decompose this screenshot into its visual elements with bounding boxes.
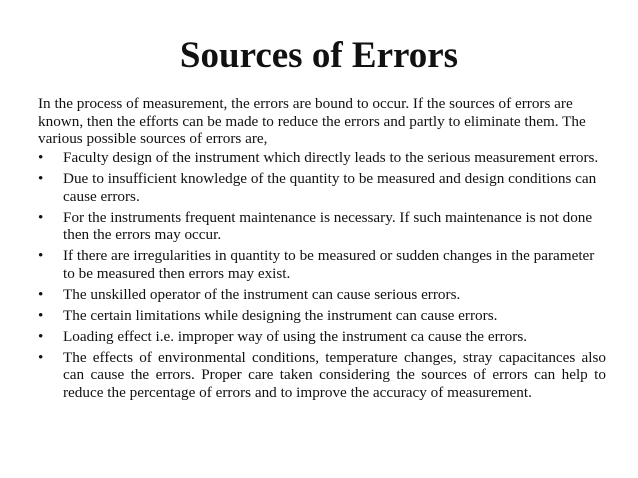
bullet-item [38,307,606,325]
bullet-item [38,149,606,167]
bullet-text: Due to insufficient knowledge of the quantity to be measured and design conditions can cause errors. [63,170,597,205]
slide-title: Sources of Errors [179,35,459,76]
bullet-icon: • [38,306,44,324]
bullet-item [38,328,606,346]
bullet-item [38,209,606,244]
bullet-item [38,170,606,205]
bullet-text: The certain limitations while designing the instrument can cause errors. [63,306,498,324]
intro-paragraph: In the process of measurement, the errors are bound to occur. If the sources of errors are known, then the efforts can be made to reduce the errors and partly to eliminate them. The various possible sources of errors are, [38,95,586,147]
bullet-text: The unskilled operator of the instrument can cause serious errors. [63,285,461,303]
bullet-text: The effects of environmental conditions, temperature changes, stray capacitances also can cause the errors. Proper care taken considering the sources of errors can help to reduce the percentage of errors and to improve the accuracy of measurement. [63,348,606,401]
bullet-text: Loading effect i.e. improper way of using the instrument ca cause the errors. [63,327,528,345]
bullet-icon: • [38,149,44,166]
bullet-text: If there are irregularities in quantity to be measured or sudden changes in the parameter to be measured then errors may exist. [63,247,595,282]
bullet-item [38,349,606,402]
bullet-text: Faculty design of the instrument which directly leads to the serious measurement errors. [63,149,599,166]
bullet-item [38,247,606,282]
bullet-text: For the instruments frequent maintenance is necessary. If such maintenance is not done then the errors may occur. [63,208,593,243]
bullet-icon: • [38,327,44,345]
bullet-icon: • [38,247,44,264]
bullet-icon: • [38,170,44,187]
bullet-icon: • [38,208,44,226]
bullet-list [38,149,606,405]
bullet-item [38,286,606,304]
bullet-icon: • [38,285,44,303]
bullet-icon: • [38,348,44,366]
